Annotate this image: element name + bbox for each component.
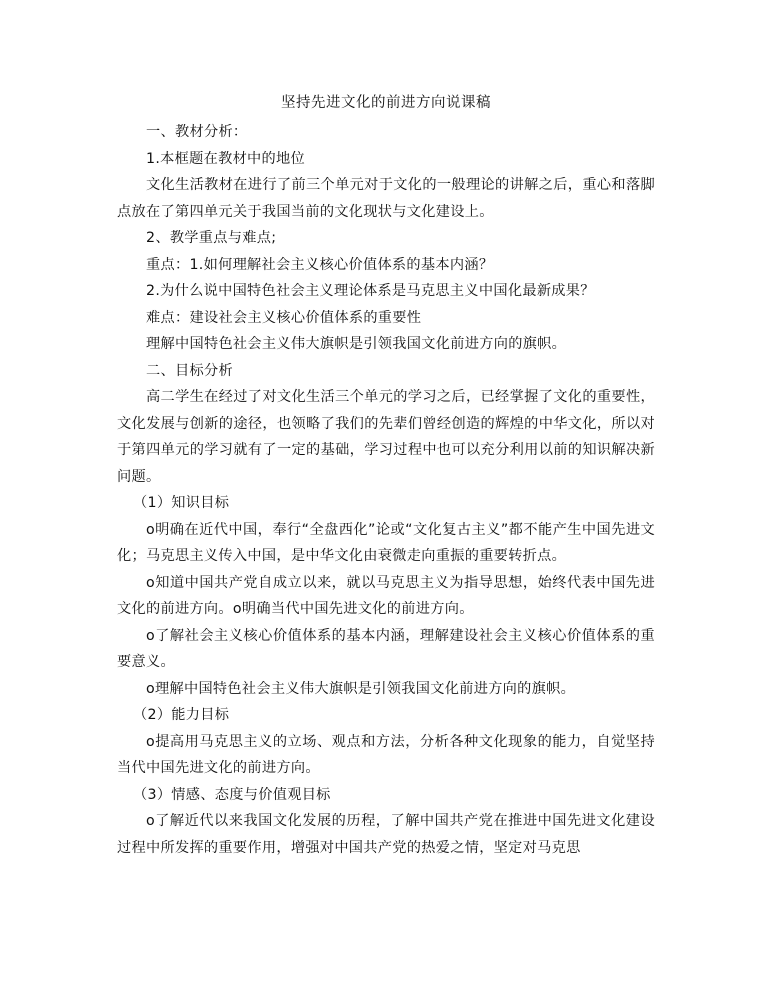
- key-point-1: 重点：1.如何理解社会主义核心价值体系的基本内涵？: [146, 256, 494, 273]
- paragraph-students: 高二学生在经过了对文化生活三个单元的学习之后，已经掌握了文化的重要性，文化发展与创新的途径，也领略了我们的先辈们曾经创造的辉煌的中华文化，所以对于第四单元的学习就有了一定的基础，学习过程中也可以充分利用以前的知识解决新问题。: [117, 389, 655, 485]
- difficult-point: 难点：建设社会主义核心价值体系的重要性: [146, 309, 422, 326]
- emotion-goal-1: o了解近代以来我国文化发展的历程，了解中国共产党在推进中国先进文化建设过程中所发挥的重要作用，增强对中国共产党的热爱之情，坚定对马克思: [117, 813, 655, 856]
- subheading-knowledge-goals: （1）知识目标: [133, 495, 230, 511]
- subheading-emotion-goals: （3）情感、态度与价值观目标: [133, 786, 331, 803]
- subheading-key-points: 2、教学重点与难点;: [146, 230, 277, 246]
- knowledge-goal-4: o理解中国特色社会主义伟大旗帜是引领我国文化前进方向的旗帜。: [146, 680, 576, 697]
- document-title: 坚持先进文化的前进方向说课稿: [281, 95, 491, 111]
- key-point-2: 2.为什么说中国特色社会主义理论体系是马克思主义中国化最新成果？: [146, 283, 595, 299]
- knowledge-goal-2: o知道中国共产党自成立以来，就以马克思主义为指导思想，始终代表中国先进文化的前进方向。o明确当代中国先进文化的前进方向。: [117, 574, 655, 617]
- ability-goal-1: o提高用马克思主义的立场、观点和方法，分析各种文化现象的能力，自觉坚持当代中国先进文化的前进方向。: [117, 733, 655, 776]
- subheading-position: 1.本框题在教材中的地位: [146, 150, 306, 167]
- section-heading-textbook-analysis: 一、教材分析：: [146, 124, 248, 140]
- section-heading-goal-analysis: 二、目标分析: [146, 362, 233, 379]
- knowledge-goal-1: o明确在近代中国，奉行“全盘西化”论或“文化复古主义”都不能产生中国先进文化；马克思主义传入中国，是中华文化由衰微走向重振的重要转折点。: [117, 521, 655, 564]
- document-page: [117, 90, 655, 861]
- difficult-point-2: 理解中国特色社会主义伟大旗帜是引领我国文化前进方向的旗帜。: [146, 336, 567, 352]
- knowledge-goal-3: o了解社会主义核心价值体系的基本内涵，理解建设社会主义核心价值体系的重要意义。: [117, 627, 655, 670]
- subheading-ability-goals: （2）能力目标: [133, 707, 230, 723]
- paragraph-position-body: 文化生活教材在进行了前三个单元对于文化的一般理论的讲解之后，重心和落脚点放在了第四单元关于我国当前的文化现状与文化建设上。: [117, 177, 655, 220]
